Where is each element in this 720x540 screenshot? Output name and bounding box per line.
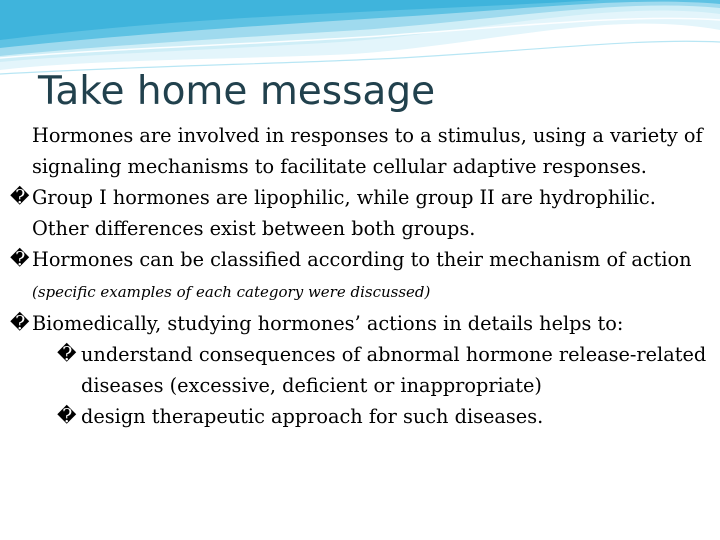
sub-bullet-text: design therapeutic approach for such diseases.: [81, 405, 544, 428]
sub-bullet-item: [57, 339, 710, 401]
bullet-list: [10, 120, 710, 432]
bullet-item: [10, 244, 710, 308]
bullet-item: [10, 120, 710, 182]
bullet-item: [10, 182, 710, 244]
bullet-text: Hormones can be classified according to their mechanism of action: [32, 248, 692, 271]
slide-title: Take home message: [38, 69, 436, 114]
sub-bullet-marker-icon: �: [57, 343, 77, 365]
bullet-marker-icon: �: [10, 186, 30, 208]
sub-bullet-text: understand consequences of abnormal hormone release-related diseases (excessive, deficient or inappropriate): [81, 343, 707, 397]
bullet-text: Hormones are involved in responses to a stimulus, using a variety of signaling mechanisms to facilitate cellular adaptive responses.: [32, 124, 703, 178]
bullet-text: Group I hormones are lipophilic, while group II are hydrophilic. Other differences exist between both groups.: [32, 186, 656, 240]
sub-bullet-list: [32, 339, 710, 432]
sub-bullet-marker-icon: �: [57, 405, 77, 427]
bullet-text: Biomedically, studying hormones’ actions in details helps to:: [32, 312, 624, 335]
sub-bullet-item: [57, 401, 710, 432]
bullet-item: [10, 308, 710, 432]
bullet-marker-icon: �: [10, 312, 30, 334]
bullet-note: (specific examples of each category were discussed): [32, 283, 431, 301]
bullet-marker-icon: �: [10, 248, 30, 270]
